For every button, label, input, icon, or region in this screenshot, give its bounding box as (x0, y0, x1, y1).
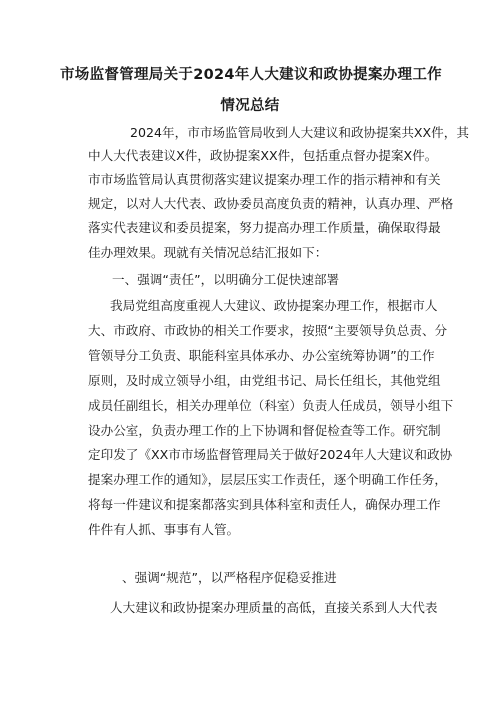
paragraph-2-line-8: 提案办理工作的通知》，层层压实工作责任，逐个明确工作任务， (88, 472, 447, 487)
paragraph-1-line-1: 2024年，市市场监管局收到人大建议和政协提案共XX件，其 (130, 125, 469, 140)
paragraph-1-line-2: 中人大代表建议X件，政协提案XX件，包括重点督办提案X件。 (88, 148, 438, 163)
paragraph-2-line-2: 大、市政府、市政协的相关工作要求，按照“主要领导负总责、分 (88, 323, 448, 338)
section-heading-1: 一、强调“责任”，以明确分工促快速部署 (112, 272, 340, 287)
paragraph-1-line-6: 佳办理效果。现就有关情况总结汇报如下： (88, 245, 328, 260)
paragraph-2-line-3: 管领导分工负责、职能科室具体承办、办公室统筹协调”的工作 (88, 348, 435, 363)
paragraph-2-line-10: 件件有人抓、事事有人管。 (88, 522, 240, 537)
paragraph-2-line-6: 设办公室，负责办理工作的上下协调和督促检查等工作。研究制 (88, 423, 441, 438)
paragraph-3-line-1: 人大建议和政协提案办理质量的高低，直接关系到人大代表 (110, 600, 438, 615)
paragraph-1-line-5: 落实代表建议和委员提案，努力提高办理工作质量，确保取得最 (88, 220, 441, 235)
paragraph-2-line-1: 我局党组高度重视人大建议、政协提案办理工作，根据市人 (110, 298, 438, 313)
paragraph-2-line-9: 将每一件建议和提案都落实到具体科室和责任人，确保办理工作 (88, 497, 441, 512)
paragraph-1-line-4: 规定，以对人大代表、政协委员高度负责的精神，认真办理、严格 (88, 196, 454, 211)
section-heading-2: 、强调“规范”，以严格程序促稳妥推进 (122, 570, 337, 585)
document-title-line-1: 市场监督管理局关于2024年人大建议和政协提案办理工作 (60, 67, 442, 83)
paragraph-2-line-4: 原则，及时成立领导小组，由党组书记、局长任组长，其他党组 (88, 373, 441, 388)
document-title-line-2: 情况总结 (220, 98, 280, 114)
paragraph-1-line-3: 市市场监管局认真贯彻落实建议提案办理工作的指示精神和有关 (88, 172, 441, 187)
paragraph-2-line-7: 定印发了《XX市市场监督管理局关于做好2024年人大建议和政协 (88, 447, 453, 462)
paragraph-2-line-5: 成员任副组长，相关办理单位（科室）负责人任成员，领导小组下 (88, 398, 454, 413)
